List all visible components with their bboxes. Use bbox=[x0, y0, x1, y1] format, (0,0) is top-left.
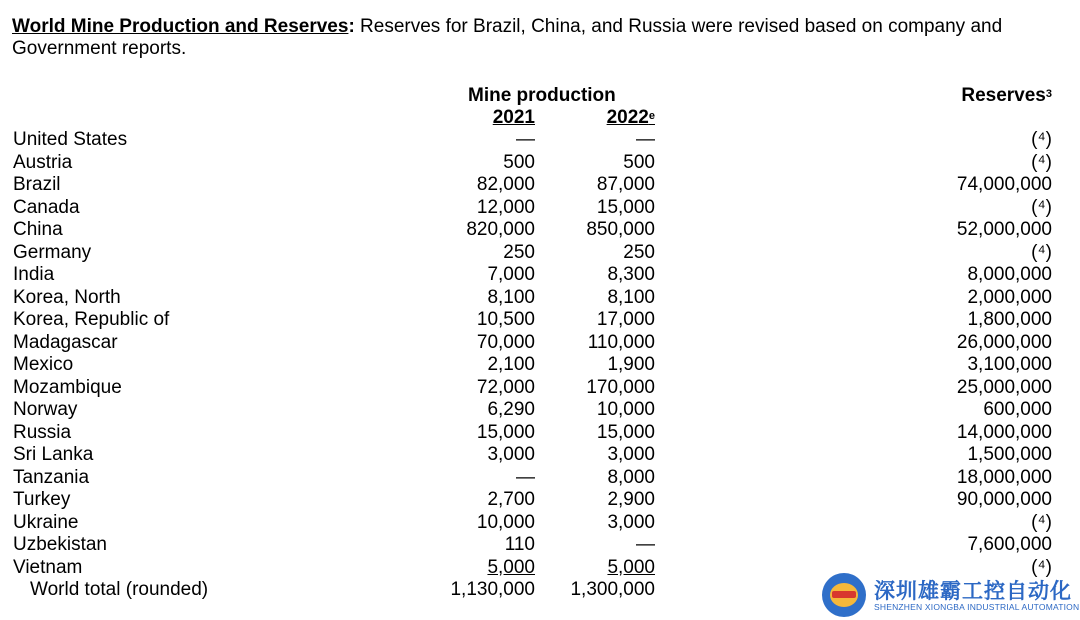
reserves-cell: (⁴) bbox=[1031, 241, 1052, 263]
country-cell: Uzbekistan bbox=[13, 534, 107, 555]
value-2021-cell: 12,000 bbox=[476, 196, 535, 218]
table-row bbox=[0, 377, 1080, 400]
country-cell: Russia bbox=[13, 421, 72, 443]
value-2022-cell: 10,000 bbox=[596, 399, 655, 420]
table-row bbox=[0, 422, 1080, 445]
reserves-cell: 14,000,000 bbox=[956, 421, 1052, 443]
reserves-header bbox=[961, 85, 1052, 107]
year-2022-header bbox=[607, 107, 655, 129]
table-row bbox=[0, 174, 1080, 197]
reserves-cell: (⁴) bbox=[1031, 196, 1052, 218]
reserves-cell: 25,000,000 bbox=[956, 376, 1052, 398]
value-2021-cell: 5,000 bbox=[487, 556, 535, 578]
country-cell: China bbox=[13, 219, 63, 240]
value-2022-cell: 850,000 bbox=[586, 219, 655, 240]
value-2022-cell: 8,000 bbox=[607, 466, 655, 488]
value-2021-cell: 500 bbox=[503, 151, 535, 173]
country-cell: Germany bbox=[13, 241, 92, 263]
value-2022-cell: 8,300 bbox=[607, 264, 655, 285]
table-row bbox=[0, 287, 1080, 310]
value-2021-cell: 7,000 bbox=[487, 264, 535, 285]
table-row bbox=[0, 332, 1080, 355]
country-cell: Brazil bbox=[13, 174, 61, 195]
country-cell: Austria bbox=[13, 151, 73, 173]
country-cell: Korea, North bbox=[13, 286, 121, 308]
value-2021-cell: 10,000 bbox=[476, 511, 535, 533]
reserves-cell: 3,100,000 bbox=[967, 354, 1052, 375]
country-cell: Canada bbox=[13, 196, 80, 218]
intro-paragraph bbox=[12, 16, 1062, 60]
country-cell: World total (rounded) bbox=[30, 579, 209, 600]
value-2021-cell: 1,130,000 bbox=[450, 579, 535, 600]
table-row bbox=[0, 467, 1080, 490]
country-cell: Korea, Republic of bbox=[13, 309, 170, 330]
production-table bbox=[0, 129, 1080, 602]
watermark-logo bbox=[822, 573, 1078, 619]
country-cell: India bbox=[13, 264, 55, 285]
table-row bbox=[0, 242, 1080, 265]
value-2022-cell: 15,000 bbox=[596, 196, 655, 218]
value-2021-cell: 72,000 bbox=[476, 376, 535, 398]
table-row bbox=[0, 197, 1080, 220]
reserves-cell: 8,000,000 bbox=[967, 264, 1052, 285]
country-cell: Ukraine bbox=[13, 511, 79, 533]
reserves-cell: 52,000,000 bbox=[956, 219, 1052, 240]
value-2021-cell: 2,700 bbox=[487, 489, 535, 510]
table-row bbox=[0, 399, 1080, 422]
value-2022-cell: 5,000 bbox=[607, 556, 655, 578]
reserves-cell: 2,000,000 bbox=[967, 286, 1052, 308]
reserves-cell: 74,000,000 bbox=[956, 174, 1052, 195]
country-cell: Mozambique bbox=[13, 376, 122, 398]
value-2022-cell: 87,000 bbox=[596, 174, 655, 195]
value-2022-cell: 1,300,000 bbox=[570, 579, 655, 600]
value-2022-cell: 17,000 bbox=[596, 309, 655, 330]
value-2022-cell: 3,000 bbox=[607, 444, 655, 465]
value-2021-cell: — bbox=[516, 129, 535, 150]
reserves-cell: (⁴) bbox=[1031, 129, 1052, 150]
table-row bbox=[0, 152, 1080, 175]
value-2022-cell: 3,000 bbox=[607, 511, 655, 533]
table-row bbox=[0, 444, 1080, 467]
value-2021-cell: 10,500 bbox=[476, 309, 535, 330]
value-2022-cell: 1,900 bbox=[607, 354, 655, 375]
country-cell: Vietnam bbox=[13, 556, 83, 578]
value-2021-cell: 110 bbox=[504, 534, 535, 555]
value-2022-cell: 2,900 bbox=[607, 489, 655, 510]
country-cell: United States bbox=[13, 129, 128, 150]
table-row bbox=[0, 129, 1080, 152]
table-row bbox=[0, 354, 1080, 377]
value-2022-cell: — bbox=[636, 129, 655, 150]
reserves-cell: 1,500,000 bbox=[967, 444, 1052, 465]
table-row bbox=[0, 219, 1080, 242]
mascot-icon bbox=[822, 573, 866, 617]
reserves-cell: 1,800,000 bbox=[967, 309, 1052, 330]
value-2021-cell: 6,290 bbox=[487, 399, 535, 420]
watermark-english: SHENZHEN XIONGBA INDUSTRIAL AUTOMATION bbox=[874, 602, 1080, 612]
reserves-cell: 26,000,000 bbox=[956, 331, 1052, 353]
year-2021-header: 2021 bbox=[492, 107, 535, 128]
estimate-mark: e bbox=[648, 110, 655, 122]
value-2022-cell: 250 bbox=[623, 241, 655, 263]
table-row bbox=[0, 489, 1080, 512]
country-cell: Turkey bbox=[13, 489, 71, 510]
value-2021-cell: — bbox=[516, 466, 535, 488]
heading-colon: : bbox=[348, 16, 355, 37]
value-2021-cell: 70,000 bbox=[476, 331, 535, 353]
reserves-header-label: Reserves bbox=[961, 85, 1046, 106]
value-2022-cell: — bbox=[636, 534, 655, 555]
value-2021-cell: 250 bbox=[503, 241, 535, 263]
value-2021-cell: 8,100 bbox=[487, 286, 535, 308]
reserves-cell: (⁴) bbox=[1031, 556, 1052, 578]
value-2022-cell: 500 bbox=[623, 151, 655, 173]
value-2022-cell: 110,000 bbox=[587, 331, 655, 353]
mine-production-header: Mine production bbox=[468, 85, 616, 106]
value-2021-cell: 15,000 bbox=[476, 421, 535, 443]
reserves-cell: 90,000,000 bbox=[956, 489, 1052, 510]
reserves-cell: (⁴) bbox=[1031, 151, 1052, 173]
value-2021-cell: 2,100 bbox=[487, 354, 535, 375]
watermark-chinese: 深圳雄霸工控自动化 bbox=[874, 579, 1072, 603]
value-2021-cell: 82,000 bbox=[476, 174, 535, 195]
intro-text: Reserves for Brazil, China, and Russia were revised based on company and Government reports. bbox=[12, 16, 1003, 59]
value-2021-cell: 3,000 bbox=[487, 444, 535, 465]
year-2022-label: 2022 bbox=[606, 107, 649, 128]
table-row bbox=[0, 534, 1080, 557]
value-2022-cell: 170,000 bbox=[586, 376, 655, 398]
reserves-cell: (⁴) bbox=[1031, 511, 1052, 533]
reserves-cell: 600,000 bbox=[983, 399, 1052, 420]
section-heading: World Mine Production and Reserves bbox=[12, 16, 349, 37]
value-2022-cell: 15,000 bbox=[596, 421, 655, 443]
country-cell: Madagascar bbox=[13, 331, 118, 353]
value-2021-cell: 820,000 bbox=[466, 219, 535, 240]
table-row bbox=[0, 309, 1080, 332]
country-cell: Sri Lanka bbox=[13, 444, 94, 465]
table-row bbox=[0, 264, 1080, 287]
reserves-cell: 18,000,000 bbox=[956, 466, 1052, 488]
table-row bbox=[0, 512, 1080, 535]
reserves-cell: 7,600,000 bbox=[967, 534, 1052, 555]
country-cell: Mexico bbox=[13, 354, 74, 375]
country-cell: Tanzania bbox=[13, 466, 90, 488]
value-2022-cell: 8,100 bbox=[607, 286, 655, 308]
reserves-footnote: 3 bbox=[1045, 88, 1052, 100]
country-cell: Norway bbox=[13, 399, 78, 420]
